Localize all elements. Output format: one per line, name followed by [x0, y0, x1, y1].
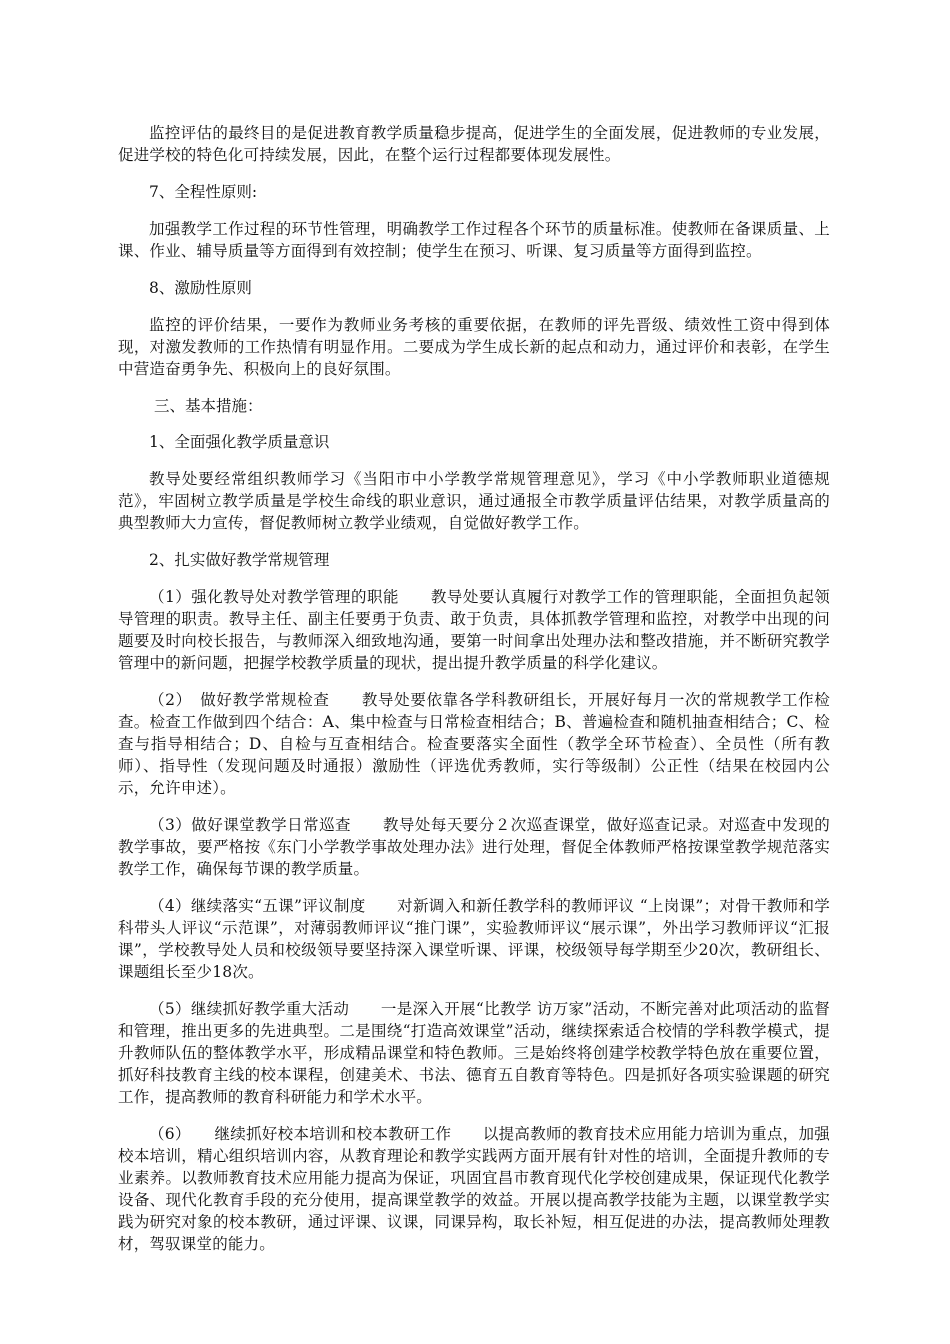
- heading-basic-measures: 三、基本措施：: [154, 397, 263, 415]
- paragraph-measure-5: （5）继续抓好教学重大活动 一是深入开展“比教学 访万家”活动，不断完善对此项活动的监督和管理，推出更多的先进典型。二是围绕“打造高效课堂”活动，继续探索适合校情的学科教学模式，提升教师队伍的整体教学水平，形成精品课堂和特色教师。三是始终将创建学校教学特色放在重要位置，抓好科技教育主线的校本课程，创建美术、书法、德育五自教育等特色。四是抓好各项实验课题的研究工作，提高教师的教育科研能力和学术水平。: [118, 1000, 830, 1106]
- paragraph-measure-6: （6） 继续抓好校本培训和校本教研工作 以提高教师的教育技术应用能力培训为重点，加强校本培训，精心组织培训内容，从教育理论和教学实践两方面开展有针对性的培训，全面提升教师的专业素养。以教师教育技术应用能力提高为保证，巩固宜昌市教育现代化学校创建成果，保证现代化教学设备、现代化教育手段的充分使用，提高课堂教学的效益。开展以提高教学技能为主题，以课堂教学实践为研究对象的校本教研，通过评课、议课，同课异构，取长补短，相互促进的办法，提高教师处理教材，驾驭课堂的能力。: [118, 1125, 830, 1253]
- paragraph-measure-3: （3）做好课堂教学日常巡查 教导处每天要分２次巡查课堂，做好巡查记录。对巡查中发现的教学事故，要严格按《东门小学教学事故处理办法》进行处理，督促全体教师严格按课堂教学规范落实教学工作，确保每节课的教学质量。: [118, 816, 830, 878]
- paragraph-measure-4: （4）继续落实“五课”评议制度 对新调入和新任教学科的教师评议 “上岗课”；对骨干教师和学科带头人评议“示范课”，对薄弱教师评议“推门课”，实验教师评议“展示课”，外出学习教师评议“汇报课”，学校教导处人员和校级领导要坚持深入课堂听课、评课，校级领导每学期至少20次，教研组长、课题组长至少18次。: [118, 897, 830, 981]
- heading-full-process-principle: 7、全程性原则:: [149, 183, 258, 201]
- paragraph-development-principle: 监控评估的最终目的是促进教育教学质量稳步提高，促进学生的全面发展，促进教师的专业发展，促进学校的特色化可持续发展，因此，在整个运行过程都要体现发展性。: [118, 124, 830, 164]
- heading-incentive-principle: 8、激励性原则: [149, 279, 252, 297]
- paragraph-quality-awareness: 教导处要经常组织教师学习《当阳市中小学教学常规管理意见》，学习《中小学教师职业道德规范》，牢固树立教学质量是学校生命线的职业意识，通过通报全市教学质量评估结果，对教学质量高的典型教师大力宣传，督促教师树立教学业绩观，自觉做好教学工作。: [118, 470, 830, 532]
- paragraph-measure-2: （2） 做好教学常规检查 教导处要依靠各学科教研组长，开展好每月一次的常规教学工作检查。检查工作做到四个结合：A、集中检查与日常检查相结合；B、普遍检查和随机抽查相结合；C、检查与指导相结合；D、自检与互查相结合。检查要落实全面性（教学全环节检查）、全员性（所有教师）、指导性（发现问题及时通报）激励性（评选优秀教师，实行等级制）公正性（结果在校园内公示，允许申述）。: [118, 691, 830, 797]
- heading-routine-management: 2、扎实做好教学常规管理: [149, 551, 330, 569]
- paragraph-measure-1: （1）强化教导处对教学管理的职能 教导处要认真履行对教学工作的管理职能，全面担负起领导管理的职责。教导主任、副主任要勇于负责、敢于负责，具体抓教学管理和监控，对教学中出现的问题要及时向校长报告，与教师深入细致地沟通，要第一时间拿出处理办法和整改措施，并不断研究教学管理中的新问题，把握学校教学质量的现状，提出提升教学质量的科学化建议。: [118, 588, 830, 672]
- document-body: [118, 122, 830, 1255]
- heading-quality-awareness: 1、全面强化教学质量意识: [149, 433, 330, 451]
- paragraph-incentive-principle: 监控的评价结果，一要作为教师业务考核的重要依据，在教师的评先晋级、绩效性工资中得到体现，对激发教师的工作热情有明显作用。二要成为学生成长新的起点和动力，通过评价和表彰，在学生中营造奋勇争先、积极向上的良好氛围。: [118, 316, 830, 378]
- paragraph-full-process-principle: 加强教学工作过程的环节性管理，明确教学工作过程各个环节的质量标准。使教师在备课质量、上课、作业、辅导质量等方面得到有效控制；使学生在预习、听课、复习质量等方面得到监控。: [118, 220, 830, 260]
